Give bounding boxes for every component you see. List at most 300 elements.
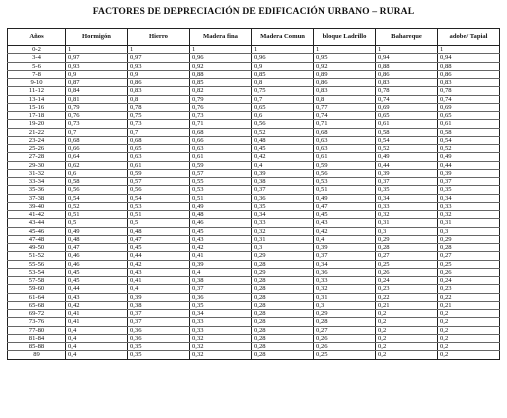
cell-iron: 0,61 (128, 161, 190, 169)
table-row (8, 285, 500, 293)
cell-fine-wood: 0,92 (190, 62, 252, 70)
cell-years: 61-64 (8, 293, 66, 301)
cell-concrete: 0,9 (66, 70, 128, 78)
cell-fine-wood: 1 (190, 46, 252, 54)
cell-concrete: 0,4 (66, 326, 128, 334)
cell-block-brick: 0,47 (314, 202, 376, 210)
cell-bahareque: 0,94 (376, 54, 438, 62)
cell-iron: 0,57 (128, 178, 190, 186)
cell-bahareque: 0,31 (376, 219, 438, 227)
cell-concrete: 0,45 (66, 277, 128, 285)
cell-years: 27-28 (8, 153, 66, 161)
table-row (8, 178, 500, 186)
cell-years: 13-14 (8, 95, 66, 103)
cell-fine-wood: 0,71 (190, 120, 252, 128)
cell-block-brick: 0,37 (314, 252, 376, 260)
cell-fine-wood: 0,49 (190, 202, 252, 210)
column-header-common-wood: Madera Comun (252, 29, 314, 46)
cell-block-brick: 0,8 (314, 95, 376, 103)
cell-bahareque: 0,2 (376, 334, 438, 342)
cell-years: 45-46 (8, 227, 66, 235)
table-row (8, 211, 500, 219)
cell-fine-wood: 0,45 (190, 227, 252, 235)
cell-fine-wood: 0,61 (190, 153, 252, 161)
cell-years: 65-68 (8, 301, 66, 309)
table-row (8, 46, 500, 54)
cell-block-brick: 0,26 (314, 334, 376, 342)
cell-concrete: 0,4 (66, 343, 128, 351)
cell-years: 49-50 (8, 244, 66, 252)
cell-block-brick: 0,39 (314, 244, 376, 252)
cell-iron: 0,35 (128, 351, 190, 359)
cell-block-brick: 0,77 (314, 103, 376, 111)
cell-years: 47-48 (8, 235, 66, 243)
cell-block-brick: 1 (314, 46, 376, 54)
cell-adobe-tapial: 0,2 (438, 326, 500, 334)
cell-iron: 0,37 (128, 310, 190, 318)
cell-block-brick: 0,63 (314, 145, 376, 153)
cell-bahareque: 0,2 (376, 326, 438, 334)
cell-block-brick: 0,25 (314, 351, 376, 359)
cell-years: 81-84 (8, 334, 66, 342)
cell-block-brick: 0,89 (314, 70, 376, 78)
cell-common-wood: 0,48 (252, 136, 314, 144)
cell-years: 35-36 (8, 186, 66, 194)
cell-fine-wood: 0,88 (190, 70, 252, 78)
cell-bahareque: 0,88 (376, 62, 438, 70)
cell-common-wood: 0,31 (252, 235, 314, 243)
depreciation-table (7, 28, 500, 360)
cell-adobe-tapial: 0,69 (438, 103, 500, 111)
cell-common-wood: 0,28 (252, 334, 314, 342)
cell-common-wood: 0,28 (252, 318, 314, 326)
cell-iron: 0,73 (128, 120, 190, 128)
cell-common-wood: 0,38 (252, 178, 314, 186)
cell-years: 17-18 (8, 112, 66, 120)
cell-iron: 0,44 (128, 252, 190, 260)
cell-adobe-tapial: 0,31 (438, 219, 500, 227)
cell-concrete: 0,66 (66, 145, 128, 153)
cell-iron: 0,36 (128, 334, 190, 342)
cell-common-wood: 0,33 (252, 219, 314, 227)
cell-block-brick: 0,43 (314, 219, 376, 227)
cell-years: 33-34 (8, 178, 66, 186)
cell-bahareque: 0,32 (376, 211, 438, 219)
cell-adobe-tapial: 0,23 (438, 285, 500, 293)
cell-block-brick: 0,32 (314, 285, 376, 293)
cell-adobe-tapial: 0,86 (438, 70, 500, 78)
cell-concrete: 0,44 (66, 285, 128, 293)
cell-adobe-tapial: 1 (438, 46, 500, 54)
cell-common-wood: 0,36 (252, 194, 314, 202)
cell-fine-wood: 0,33 (190, 318, 252, 326)
cell-iron: 0,38 (128, 301, 190, 309)
cell-block-brick: 0,63 (314, 136, 376, 144)
cell-concrete: 0,4 (66, 351, 128, 359)
table-row (8, 318, 500, 326)
table-row (8, 343, 500, 351)
table-row (8, 95, 500, 103)
cell-common-wood: 0,28 (252, 277, 314, 285)
cell-years: 39-40 (8, 202, 66, 210)
table-row (8, 277, 500, 285)
cell-bahareque: 1 (376, 46, 438, 54)
cell-adobe-tapial: 0,44 (438, 161, 500, 169)
cell-common-wood: 0,35 (252, 202, 314, 210)
cell-concrete: 0,46 (66, 260, 128, 268)
cell-adobe-tapial: 0,61 (438, 120, 500, 128)
cell-years: 15-16 (8, 103, 66, 111)
cell-bahareque: 0,22 (376, 293, 438, 301)
table-row (8, 153, 500, 161)
cell-years: 0-2 (8, 46, 66, 54)
cell-block-brick: 0,28 (314, 318, 376, 326)
table-row (8, 70, 500, 78)
cell-adobe-tapial: 0,26 (438, 268, 500, 276)
cell-fine-wood: 0,41 (190, 252, 252, 260)
cell-iron: 0,45 (128, 244, 190, 252)
cell-concrete: 1 (66, 46, 128, 54)
cell-concrete: 0,5 (66, 219, 128, 227)
cell-block-brick: 0,83 (314, 87, 376, 95)
cell-iron: 0,86 (128, 79, 190, 87)
cell-adobe-tapial: 0,2 (438, 334, 500, 342)
cell-concrete: 0,7 (66, 128, 128, 136)
cell-adobe-tapial: 0,88 (438, 62, 500, 70)
cell-block-brick: 0,56 (314, 169, 376, 177)
cell-adobe-tapial: 0,54 (438, 136, 500, 144)
cell-common-wood: 0,28 (252, 285, 314, 293)
cell-concrete: 0,45 (66, 268, 128, 276)
cell-iron: 0,53 (128, 202, 190, 210)
column-header-bahareque: Bahareque (376, 29, 438, 46)
cell-block-brick: 0,49 (314, 194, 376, 202)
cell-bahareque: 0,83 (376, 79, 438, 87)
cell-common-wood: 0,28 (252, 326, 314, 334)
table-row (8, 334, 500, 342)
cell-iron: 0,4 (128, 285, 190, 293)
table-row (8, 169, 500, 177)
cell-fine-wood: 0,76 (190, 103, 252, 111)
cell-iron: 0,75 (128, 112, 190, 120)
cell-adobe-tapial: 0,49 (438, 153, 500, 161)
cell-block-brick: 0,27 (314, 326, 376, 334)
cell-bahareque: 0,35 (376, 186, 438, 194)
cell-concrete: 0,62 (66, 161, 128, 169)
cell-years: 3-4 (8, 54, 66, 62)
cell-bahareque: 0,65 (376, 112, 438, 120)
cell-fine-wood: 0,34 (190, 310, 252, 318)
cell-fine-wood: 0,51 (190, 194, 252, 202)
cell-iron: 1 (128, 46, 190, 54)
cell-bahareque: 0,54 (376, 136, 438, 144)
cell-years: 29-30 (8, 161, 66, 169)
cell-years: 11-12 (8, 87, 66, 95)
cell-years: 37-38 (8, 194, 66, 202)
cell-iron: 0,43 (128, 268, 190, 276)
cell-adobe-tapial: 0,24 (438, 277, 500, 285)
table-row (8, 260, 500, 268)
cell-fine-wood: 0,68 (190, 128, 252, 136)
cell-adobe-tapial: 0,52 (438, 145, 500, 153)
cell-years: 77-80 (8, 326, 66, 334)
table-row (8, 79, 500, 87)
cell-bahareque: 0,58 (376, 128, 438, 136)
cell-block-brick: 0,86 (314, 79, 376, 87)
cell-common-wood: 0,56 (252, 120, 314, 128)
cell-iron: 0,78 (128, 103, 190, 111)
cell-concrete: 0,84 (66, 87, 128, 95)
cell-concrete: 0,41 (66, 318, 128, 326)
cell-years: 51-52 (8, 252, 66, 260)
cell-fine-wood: 0,43 (190, 235, 252, 243)
cell-fine-wood: 0,59 (190, 161, 252, 169)
cell-iron: 0,39 (128, 293, 190, 301)
cell-fine-wood: 0,35 (190, 301, 252, 309)
cell-iron: 0,7 (128, 128, 190, 136)
table-row (8, 128, 500, 136)
cell-years: 21-22 (8, 128, 66, 136)
cell-common-wood: 0,75 (252, 87, 314, 95)
cell-bahareque: 0,44 (376, 161, 438, 169)
cell-concrete: 0,41 (66, 310, 128, 318)
cell-fine-wood: 0,85 (190, 79, 252, 87)
column-header-adobe-tapial: adobe/ Tapial (438, 29, 500, 46)
cell-years: 89 (8, 351, 66, 359)
cell-fine-wood: 0,32 (190, 343, 252, 351)
cell-iron: 0,37 (128, 318, 190, 326)
cell-adobe-tapial: 0,21 (438, 301, 500, 309)
cell-concrete: 0,73 (66, 120, 128, 128)
cell-concrete: 0,4 (66, 334, 128, 342)
cell-years: 85-88 (8, 343, 66, 351)
cell-concrete: 0,43 (66, 293, 128, 301)
cell-common-wood: 0,42 (252, 153, 314, 161)
cell-common-wood: 0,32 (252, 227, 314, 235)
cell-block-brick: 0,92 (314, 62, 376, 70)
cell-years: 55-56 (8, 260, 66, 268)
cell-common-wood: 0,3 (252, 244, 314, 252)
cell-adobe-tapial: 0,65 (438, 112, 500, 120)
table-body (8, 46, 500, 360)
cell-years: 73-76 (8, 318, 66, 326)
column-header-years: Años (8, 29, 66, 46)
cell-block-brick: 0,42 (314, 227, 376, 235)
cell-bahareque: 0,27 (376, 252, 438, 260)
cell-years: 25-26 (8, 145, 66, 153)
cell-adobe-tapial: 0,29 (438, 235, 500, 243)
cell-iron: 0,68 (128, 136, 190, 144)
cell-iron: 0,97 (128, 54, 190, 62)
cell-block-brick: 0,95 (314, 54, 376, 62)
cell-fine-wood: 0,32 (190, 351, 252, 359)
table-row (8, 54, 500, 62)
table-row (8, 326, 500, 334)
cell-concrete: 0,79 (66, 103, 128, 111)
cell-bahareque: 0,34 (376, 194, 438, 202)
cell-adobe-tapial: 0,35 (438, 186, 500, 194)
cell-years: 7-8 (8, 70, 66, 78)
cell-iron: 0,54 (128, 194, 190, 202)
cell-bahareque: 0,3 (376, 227, 438, 235)
cell-common-wood: 0,29 (252, 268, 314, 276)
cell-fine-wood: 0,36 (190, 293, 252, 301)
table-row (8, 87, 500, 95)
cell-adobe-tapial: 0,2 (438, 310, 500, 318)
cell-years: 19-20 (8, 120, 66, 128)
cell-fine-wood: 0,37 (190, 285, 252, 293)
cell-bahareque: 0,25 (376, 260, 438, 268)
cell-concrete: 0,42 (66, 301, 128, 309)
cell-fine-wood: 0,39 (190, 260, 252, 268)
table-row (8, 227, 500, 235)
cell-bahareque: 0,2 (376, 343, 438, 351)
cell-concrete: 0,97 (66, 54, 128, 62)
cell-common-wood: 0,28 (252, 293, 314, 301)
cell-adobe-tapial: 0,32 (438, 211, 500, 219)
cell-years: 5-6 (8, 62, 66, 70)
cell-adobe-tapial: 0,39 (438, 169, 500, 177)
cell-concrete: 0,6 (66, 169, 128, 177)
cell-bahareque: 0,86 (376, 70, 438, 78)
cell-concrete: 0,58 (66, 178, 128, 186)
cell-years: 69-72 (8, 310, 66, 318)
cell-fine-wood: 0,57 (190, 169, 252, 177)
cell-common-wood: 0,39 (252, 169, 314, 177)
cell-concrete: 0,81 (66, 95, 128, 103)
cell-adobe-tapial: 0,94 (438, 54, 500, 62)
cell-bahareque: 0,2 (376, 351, 438, 359)
cell-adobe-tapial: 0,28 (438, 244, 500, 252)
cell-concrete: 0,52 (66, 202, 128, 210)
cell-bahareque: 0,29 (376, 235, 438, 243)
cell-fine-wood: 0,73 (190, 112, 252, 120)
cell-fine-wood: 0,33 (190, 326, 252, 334)
cell-block-brick: 0,3 (314, 301, 376, 309)
table-row (8, 112, 500, 120)
cell-block-brick: 0,45 (314, 211, 376, 219)
cell-years: 23-24 (8, 136, 66, 144)
cell-adobe-tapial: 0,78 (438, 87, 500, 95)
table-row (8, 351, 500, 359)
table-row (8, 235, 500, 243)
cell-block-brick: 0,31 (314, 293, 376, 301)
cell-concrete: 0,87 (66, 79, 128, 87)
cell-fine-wood: 0,55 (190, 178, 252, 186)
header-row (8, 29, 500, 46)
cell-common-wood: 0,28 (252, 351, 314, 359)
cell-common-wood: 0,8 (252, 79, 314, 87)
cell-iron: 0,41 (128, 277, 190, 285)
table-row (8, 244, 500, 252)
cell-bahareque: 0,2 (376, 310, 438, 318)
cell-common-wood: 1 (252, 46, 314, 54)
cell-bahareque: 0,21 (376, 301, 438, 309)
cell-adobe-tapial: 0,2 (438, 318, 500, 326)
cell-bahareque: 0,24 (376, 277, 438, 285)
table-row (8, 136, 500, 144)
cell-years: 31-32 (8, 169, 66, 177)
cell-iron: 0,83 (128, 87, 190, 95)
cell-fine-wood: 0,79 (190, 95, 252, 103)
cell-years: 43-44 (8, 219, 66, 227)
cell-iron: 0,51 (128, 211, 190, 219)
cell-fine-wood: 0,42 (190, 244, 252, 252)
cell-common-wood: 0,28 (252, 260, 314, 268)
cell-iron: 0,8 (128, 95, 190, 103)
cell-adobe-tapial: 0,2 (438, 351, 500, 359)
cell-common-wood: 0,28 (252, 310, 314, 318)
cell-adobe-tapial: 0,25 (438, 260, 500, 268)
cell-common-wood: 0,85 (252, 70, 314, 78)
cell-years: 41-42 (8, 211, 66, 219)
cell-common-wood: 0,28 (252, 301, 314, 309)
table-row (8, 161, 500, 169)
cell-iron: 0,65 (128, 145, 190, 153)
cell-bahareque: 0,37 (376, 178, 438, 186)
cell-common-wood: 0,28 (252, 343, 314, 351)
cell-block-brick: 0,4 (314, 235, 376, 243)
cell-iron: 0,9 (128, 70, 190, 78)
cell-adobe-tapial: 0,27 (438, 252, 500, 260)
cell-common-wood: 0,37 (252, 186, 314, 194)
cell-bahareque: 0,61 (376, 120, 438, 128)
cell-concrete: 0,76 (66, 112, 128, 120)
table-row (8, 252, 500, 260)
table-row (8, 62, 500, 70)
cell-bahareque: 0,74 (376, 95, 438, 103)
cell-fine-wood: 0,66 (190, 136, 252, 144)
table-row (8, 293, 500, 301)
cell-bahareque: 0,39 (376, 169, 438, 177)
cell-iron: 0,42 (128, 260, 190, 268)
cell-common-wood: 0,9 (252, 62, 314, 70)
cell-block-brick: 0,53 (314, 178, 376, 186)
cell-block-brick: 0,68 (314, 128, 376, 136)
cell-common-wood: 0,96 (252, 54, 314, 62)
cell-bahareque: 0,2 (376, 318, 438, 326)
column-header-fine-wood: Madera fina (190, 29, 252, 46)
cell-concrete: 0,54 (66, 194, 128, 202)
cell-fine-wood: 0,53 (190, 186, 252, 194)
cell-iron: 0,63 (128, 153, 190, 161)
cell-bahareque: 0,49 (376, 153, 438, 161)
cell-iron: 0,48 (128, 227, 190, 235)
cell-iron: 0,47 (128, 235, 190, 243)
cell-common-wood: 0,29 (252, 252, 314, 260)
cell-fine-wood: 0,96 (190, 54, 252, 62)
table-row (8, 145, 500, 153)
cell-adobe-tapial: 0,34 (438, 194, 500, 202)
cell-block-brick: 0,34 (314, 260, 376, 268)
cell-concrete: 0,49 (66, 227, 128, 235)
column-header-block-brick: bloque Ladrillo (314, 29, 376, 46)
cell-bahareque: 0,69 (376, 103, 438, 111)
cell-bahareque: 0,26 (376, 268, 438, 276)
cell-years: 53-54 (8, 268, 66, 276)
cell-common-wood: 0,6 (252, 112, 314, 120)
cell-block-brick: 0,51 (314, 186, 376, 194)
cell-fine-wood: 0,63 (190, 145, 252, 153)
cell-common-wood: 0,45 (252, 145, 314, 153)
table-row (8, 310, 500, 318)
cell-common-wood: 0,7 (252, 95, 314, 103)
table-row (8, 202, 500, 210)
cell-block-brick: 0,36 (314, 268, 376, 276)
cell-fine-wood: 0,48 (190, 211, 252, 219)
column-header-concrete: Hormigón (66, 29, 128, 46)
cell-block-brick: 0,71 (314, 120, 376, 128)
